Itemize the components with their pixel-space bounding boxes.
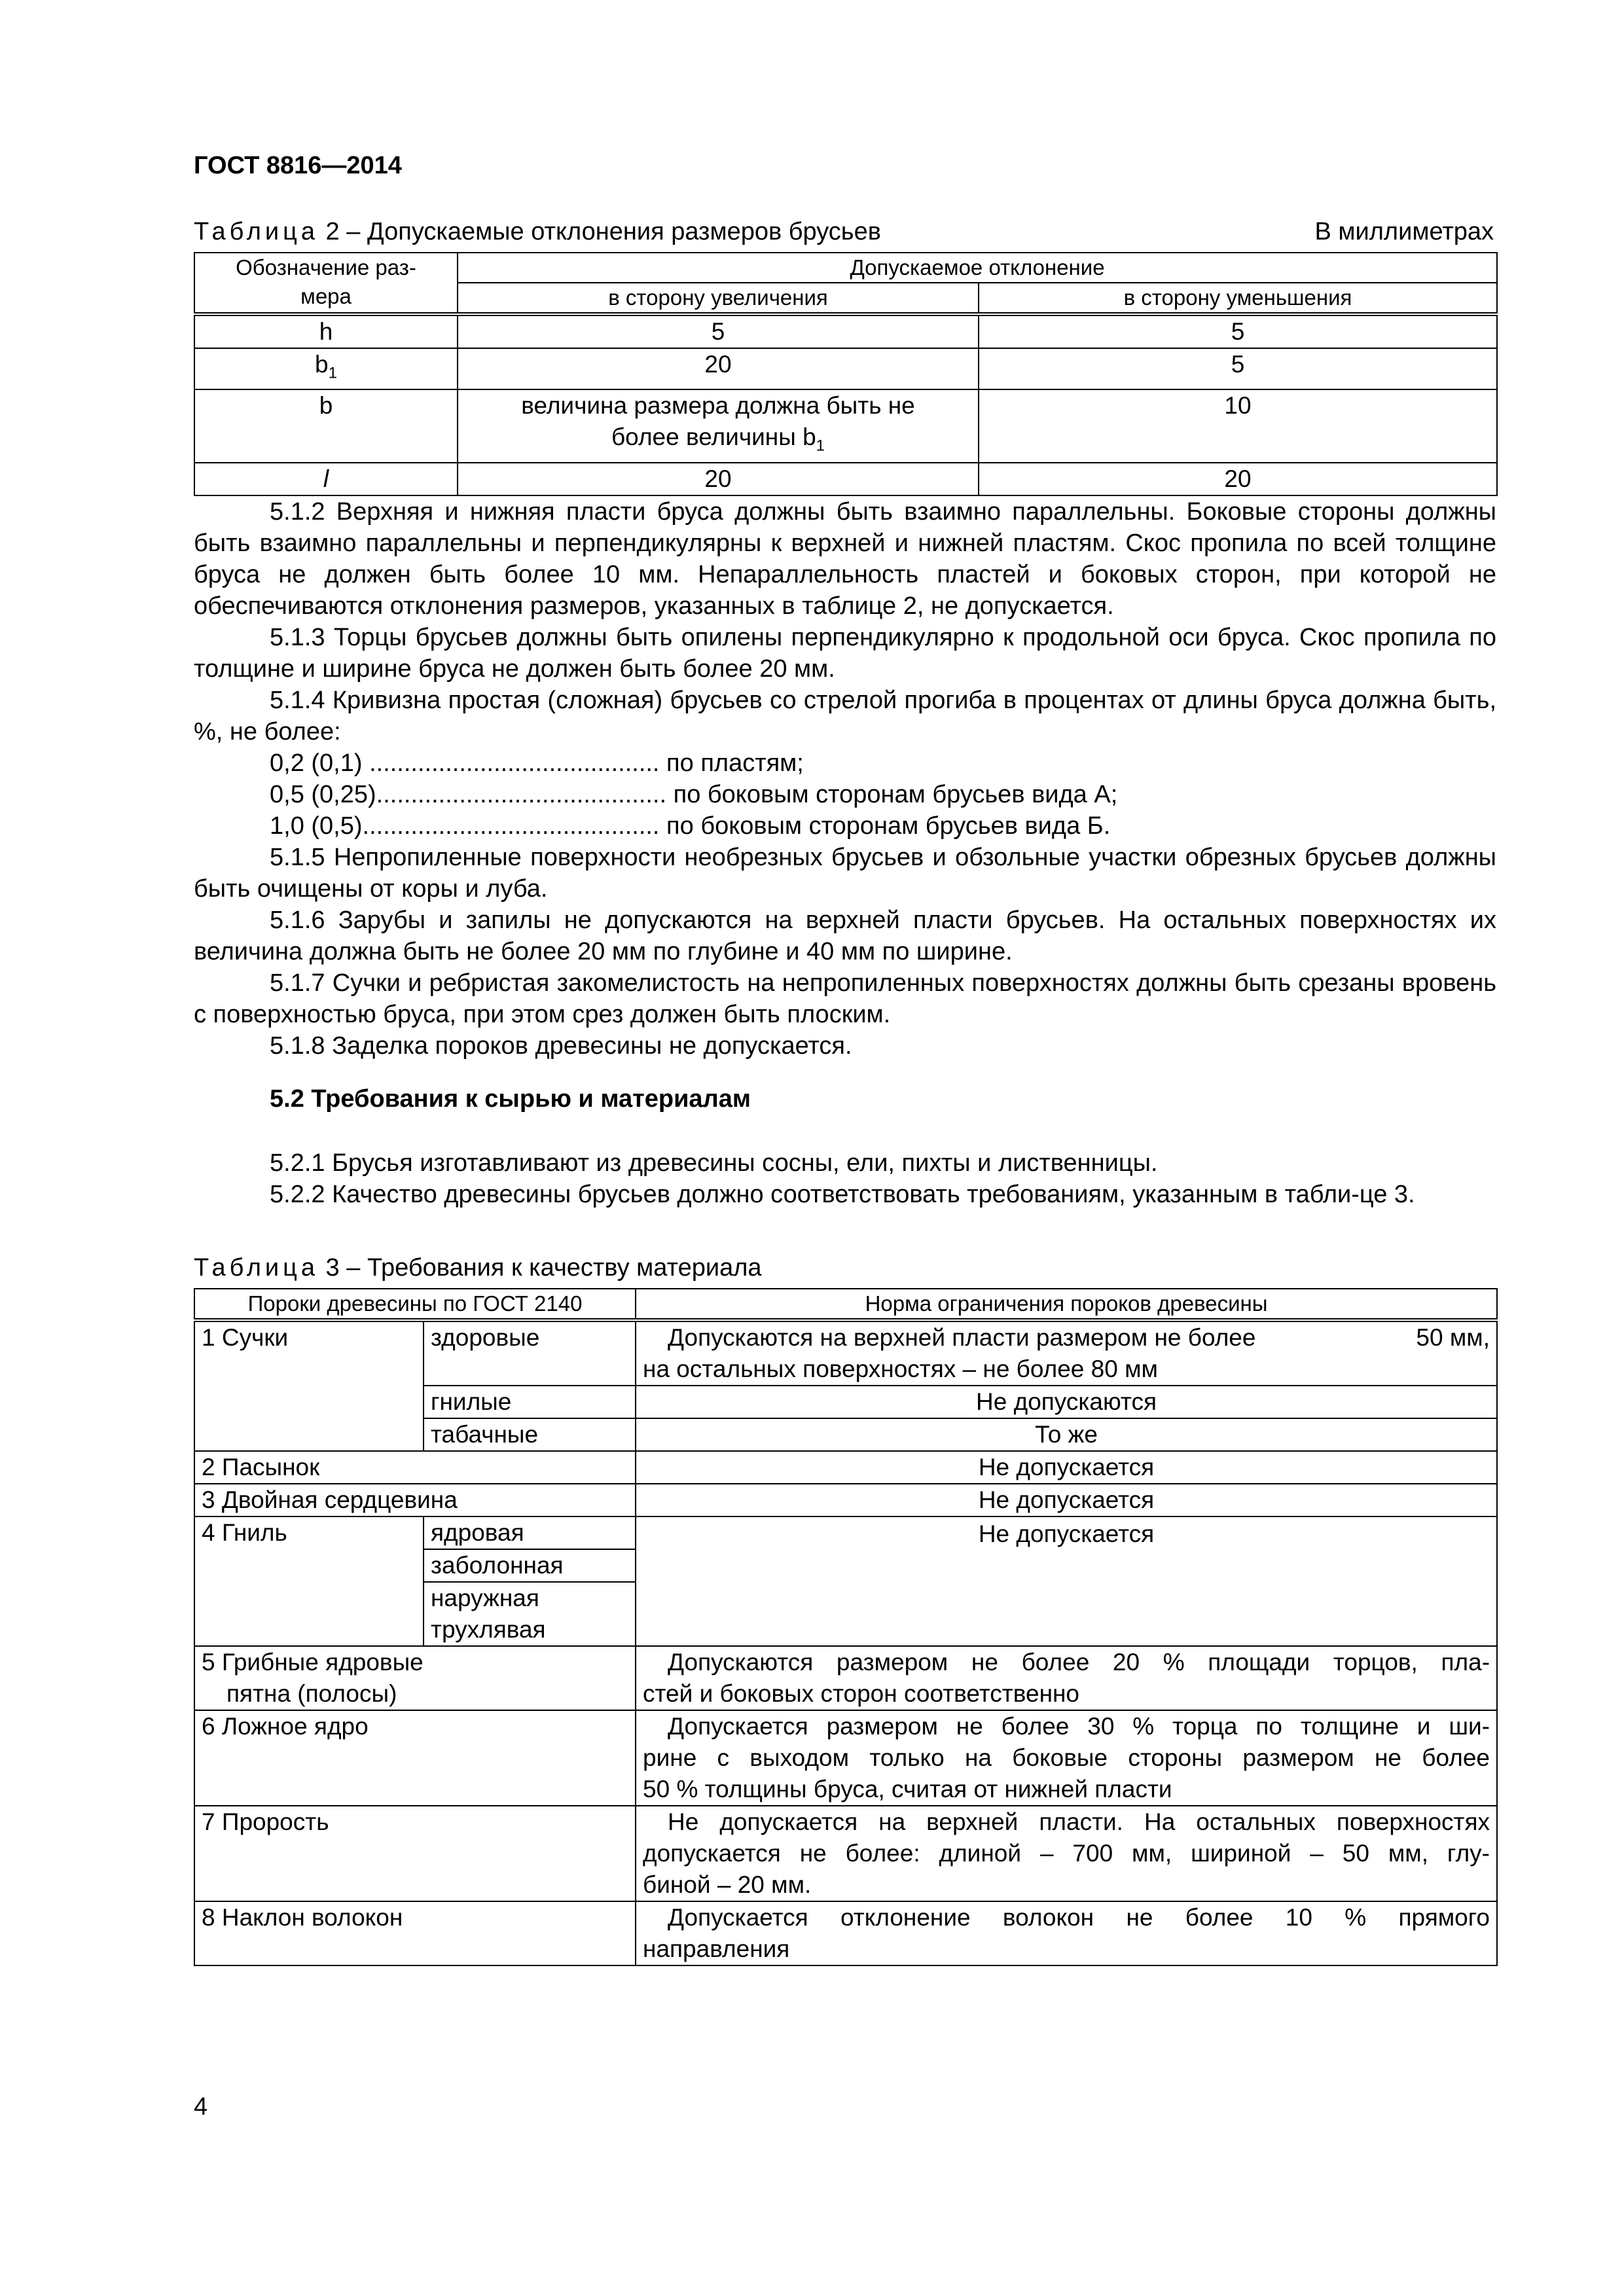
paragraph-5-1-2: 5.1.2 Верхняя и нижняя пласти бруса должны быть взаимно параллельны. Боковые стороны должны быть взаимно параллельны и перпендикулярны к верхней и нижней пластям. Скос пропила по всей толщине бруса не должен быть более 10 мм. Непараллельность пластей и боковых сторон, при которой не обеспечиваются отклонения размеров, указанных в таблице 2, не допускается. [194,498,1496,620]
paragraph-5-1-5: 5.1.5 Непропиленные поверхности необрезных брусьев и обзольные участки обрезных брусьев должны быть очищены от коры и луба. [194,844,1496,903]
table3-cell-norm: Допускается размером не более 30 % торца по толщине и ши- рине с выходом только на боковые стороны размером не более 50 % толщины бруса, считая от нижней пласти [636,1710,1497,1806]
table-row [194,1806,1497,1901]
table3-cell-norm: Допускается отклонение волокон не более 10 % прямого направления [636,1901,1497,1965]
table2-cell-inc: 20 [458,348,979,389]
table3-cell-subtype: здоровые [424,1320,636,1386]
table3-cell-defect: 7 Прорость [194,1806,636,1901]
table2-head-increase: в сторону увеличения [458,283,979,314]
table2-cell-dec: 5 [979,348,1497,389]
table-row [194,1484,1497,1516]
table2-cell-inc: величина размера должна быть не более величины $b_1$ [458,389,979,462]
paragraph-5-1-7: 5.1.7 Сучки и ребристая закомелистость на непропиленных поверхностях должны быть срезаны вровень с поверхностью бруса, при этом срез должен быть плоским. [194,969,1496,1028]
table2-cell-inc: 20 [458,463,979,495]
table3-header-row [194,1289,1497,1320]
table-row [194,1646,1497,1710]
table3-cell-norm: Не допускается [636,1516,1497,1646]
table3-cell-subtype: гнилые [424,1386,636,1418]
list-item: 0,5 (0,25).......................................... по боковым сторонам брусьев вида А; [270,781,1118,808]
table3-cell-defect: 3 Двойная сердцевина [194,1484,636,1516]
list-item: 0,2 (0,1) .......................................... по пластям; [270,749,804,777]
table3-cell-defect: 6 Ложное ядро [194,1710,636,1806]
document-header: ГОСТ 8816—2014 [194,152,402,179]
page-number: 4 [194,2093,208,2121]
table-row [194,348,1497,389]
table3-cell-norm: Не допускается на верхней пласти. На остальных поверхностях допускается не более: длиной – 700 мм, шириной – 50 мм, глу- биной – 20 мм. [636,1806,1497,1901]
paragraph-5-2-2: 5.2.2 Качество древесины брусьев должно соответствовать требованиям, указанным в табли-це 3. [270,1181,1415,1208]
paragraph-5-1-6: 5.1.6 Зарубы и запилы не допускаются на верхней пласти брусьев. На остальных поверхностях их величина должна быть не более 20 мм по глубине и 40 мм по ширине. [194,906,1496,965]
table-row [194,314,1497,348]
table-row [194,463,1497,495]
paragraph-5-1-4: 5.1.4 Кривизна простая (сложная) брусьев со стрелой прогиба в процентах от длины бруса должна быть, %, не более: [194,687,1496,745]
table2-cell-dec: 20 [979,463,1497,495]
table3-head-norm: Норма ограничения пороков древесины [636,1289,1497,1320]
paragraph-5-1-8: 5.1.8 Заделка пороков древесины не допускается. [270,1032,852,1060]
table2-cell-dec: 5 [979,314,1497,348]
table2-head-decrease: в сторону уменьшения [979,283,1497,314]
table3-cell-norm: Не допускаются [636,1386,1497,1418]
list-item: 1,0 (0,5)........................................... по боковым сторонам брусьев вида Б. [270,812,1111,840]
table-row [194,1516,1497,1549]
table2-cell-inc: 5 [458,314,979,348]
table3-cell-defect: 1 Сучки [194,1320,424,1451]
table3-cell-defect: 4 Гниль [194,1516,424,1646]
table3-cell-defect: 2 Пасынок [194,1451,636,1484]
table3-cell-defect: 8 Наклон волокон [194,1901,636,1965]
paragraph-5-2-1: 5.2.1 Брусья изготавливают из древесины сосны, ели, пихты и лиственницы. [270,1149,1158,1177]
table3-head-defects: Пороки древесины по ГОСТ 2140 [194,1289,636,1320]
table3-caption-word: Таблица [194,1254,319,1282]
table3-cell-norm: Допускаются на верхней пласти размером не более 50 мм, на остальных поверхностях – не более 80 мм [636,1320,1497,1386]
section-title: 5.2 Требования к сырью и материалам [270,1085,751,1113]
table2-caption-word: Таблица [194,218,319,245]
table2-cell-dim: l [194,463,458,495]
table3-cell-subtype: ядровая [424,1516,636,1549]
table3-cell-norm: Допускаются размером не более 20 % площади торцов, пла- стей и боковых сторон соответственно [636,1646,1497,1710]
table2-head-deviation: Допускаемое отклонение [458,253,1497,283]
table3-cell-subtype: табачные [424,1418,636,1451]
table2-cell-dim: $b_1$ [194,348,458,389]
table-row [194,1320,1497,1386]
table3-cell-norm: То же [636,1418,1497,1451]
table3-cell-norm: Не допускается [636,1484,1497,1516]
table3-caption [194,1254,762,1282]
table2 [194,252,1498,496]
table-row [194,1901,1497,1965]
table2-head-dimension: Обозначение раз- мера [194,253,458,314]
table3-cell-subtype: наружная трухлявая [424,1582,636,1646]
paragraph-5-1-3: 5.1.3 Торцы брусьев должны быть опилены перпендикулярно к продольной оси бруса. Скос пропила по толщине и ширине бруса не должен быть более 20 мм. [194,624,1496,683]
table2-cell-dec: 10 [979,389,1497,462]
table2-cell-dim: b [194,389,458,462]
table2-caption [194,218,881,246]
table2-header-row [194,253,1497,283]
table-row [194,1710,1497,1806]
body-text-5-1 [194,496,1496,1062]
table3-cell-subtype: заболонная [424,1549,636,1582]
table2-cell-dim: h [194,314,458,348]
table-row [194,389,1497,462]
table3-cell-defect: 5 Грибные ядровые пятна (полосы) [194,1646,636,1710]
body-text-5-2 [194,1147,1496,1210]
table3-caption-text: 3 – Требования к качеству материала [319,1254,762,1282]
table-row [194,1451,1497,1484]
table3-cell-norm: Не допускается [636,1451,1497,1484]
table2-units: В миллиметрах [1314,218,1494,245]
table3 [194,1288,1498,1966]
table2-caption-text: 2 – Допускаемые отклонения размеров брусьев [319,218,881,245]
